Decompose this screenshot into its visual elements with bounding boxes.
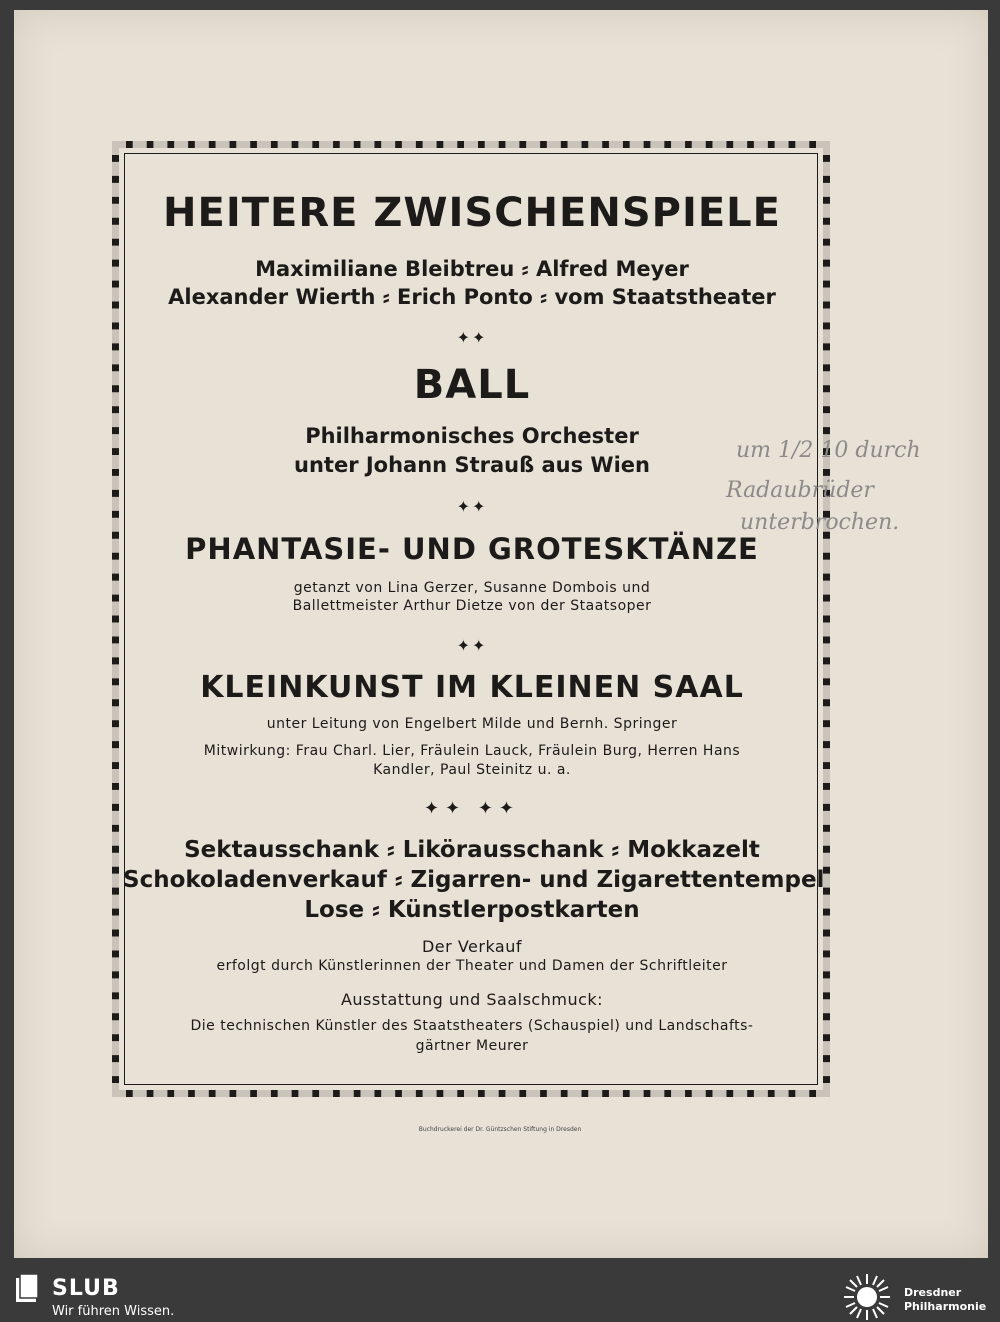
slub-name[interactable]: SLUB xyxy=(52,1276,120,1301)
ornament-icon: ✦✦ xyxy=(456,636,488,655)
partner-line-2: Philharmonie xyxy=(904,1300,987,1313)
ornament-icon: ✦✦ xyxy=(456,497,488,516)
poster-content xyxy=(123,152,825,1088)
services-line-2: Schokoladenverkauf ⸗ Zigarren- und Zigarettentempel xyxy=(123,867,825,893)
heading-kleinkunst: KLEINKUNST IM KLEINEN SAAL xyxy=(200,670,744,705)
heading-phantasie: PHANTASIE- UND GROTESKTÄNZE xyxy=(185,532,759,566)
verkauf-text: erfolgt durch Künstlerinnen der Theater und Damen der Schriftleiter xyxy=(216,958,728,974)
footer-bar xyxy=(0,1272,1000,1322)
cast-line-2: Alexander Wierth ⸗ Erich Ponto ⸗ vom Staatstheater xyxy=(168,285,776,309)
ornament-icon: ✦✦ xyxy=(456,328,488,347)
printer-credit: Buchdruckerei der Dr. Güntzschen Stiftung in Dresden xyxy=(418,1126,582,1133)
cast-line-1: Maximiliane Bleibtreu ⸗ Alfred Meyer xyxy=(255,257,689,281)
services-line-1: Sektausschank ⸗ Likörausschank ⸗ Mokkazelt xyxy=(184,837,760,863)
services-line-3: Lose ⸗ Künstlerpostkarten xyxy=(304,897,640,923)
ausstattung-line-1: Die technischen Künstler des Staatstheaters (Schauspiel) und Landschafts- xyxy=(190,1018,754,1034)
kleinkunst-line-1: unter Leitung von Engelbert Milde und Bernh. Springer xyxy=(266,716,678,732)
heading-ball: BALL xyxy=(413,362,531,408)
phantasie-line-2: Ballettmeister Arthur Dietze von der Staatsoper xyxy=(292,598,652,614)
double-ornament-icon: ✦✦ ✦✦ xyxy=(423,798,521,819)
handwritten-note-line-3: unterbrochen. xyxy=(740,510,900,535)
ausstattung-line-2: gärtner Meurer xyxy=(415,1038,529,1054)
handwritten-note-line-2: Radaubrüder xyxy=(726,478,874,503)
orchestra-line-1: Philharmonisches Orchester xyxy=(305,424,639,448)
book-icon xyxy=(14,1274,40,1304)
title-heitere-zwischenspiele: HEITERE ZWISCHENSPIELE xyxy=(163,190,781,236)
slub-tagline: Wir führen Wissen. xyxy=(52,1304,175,1319)
handwritten-note-line-1: um 1/2 10 durch xyxy=(736,438,921,463)
ausstattung-title: Ausstattung und Saalschmuck: xyxy=(340,990,604,1009)
kleinkunst-line-2: Mitwirkung: Frau Charl. Lier, Fräulein Lauck, Fräulein Burg, Herren Hans xyxy=(203,743,741,759)
kleinkunst-line-3: Kandler, Paul Steinitz u. a. xyxy=(373,762,571,778)
orchestra-line-2: unter Johann Strauß aus Wien xyxy=(294,453,650,477)
sunburst-icon xyxy=(842,1272,892,1322)
partner-name[interactable] xyxy=(904,1286,996,1314)
verkauf-title: Der Verkauf xyxy=(421,937,522,956)
partner-line-1: Dresdner xyxy=(904,1286,962,1299)
phantasie-line-1: getanzt von Lina Gerzer, Susanne Dombois und xyxy=(293,580,651,596)
